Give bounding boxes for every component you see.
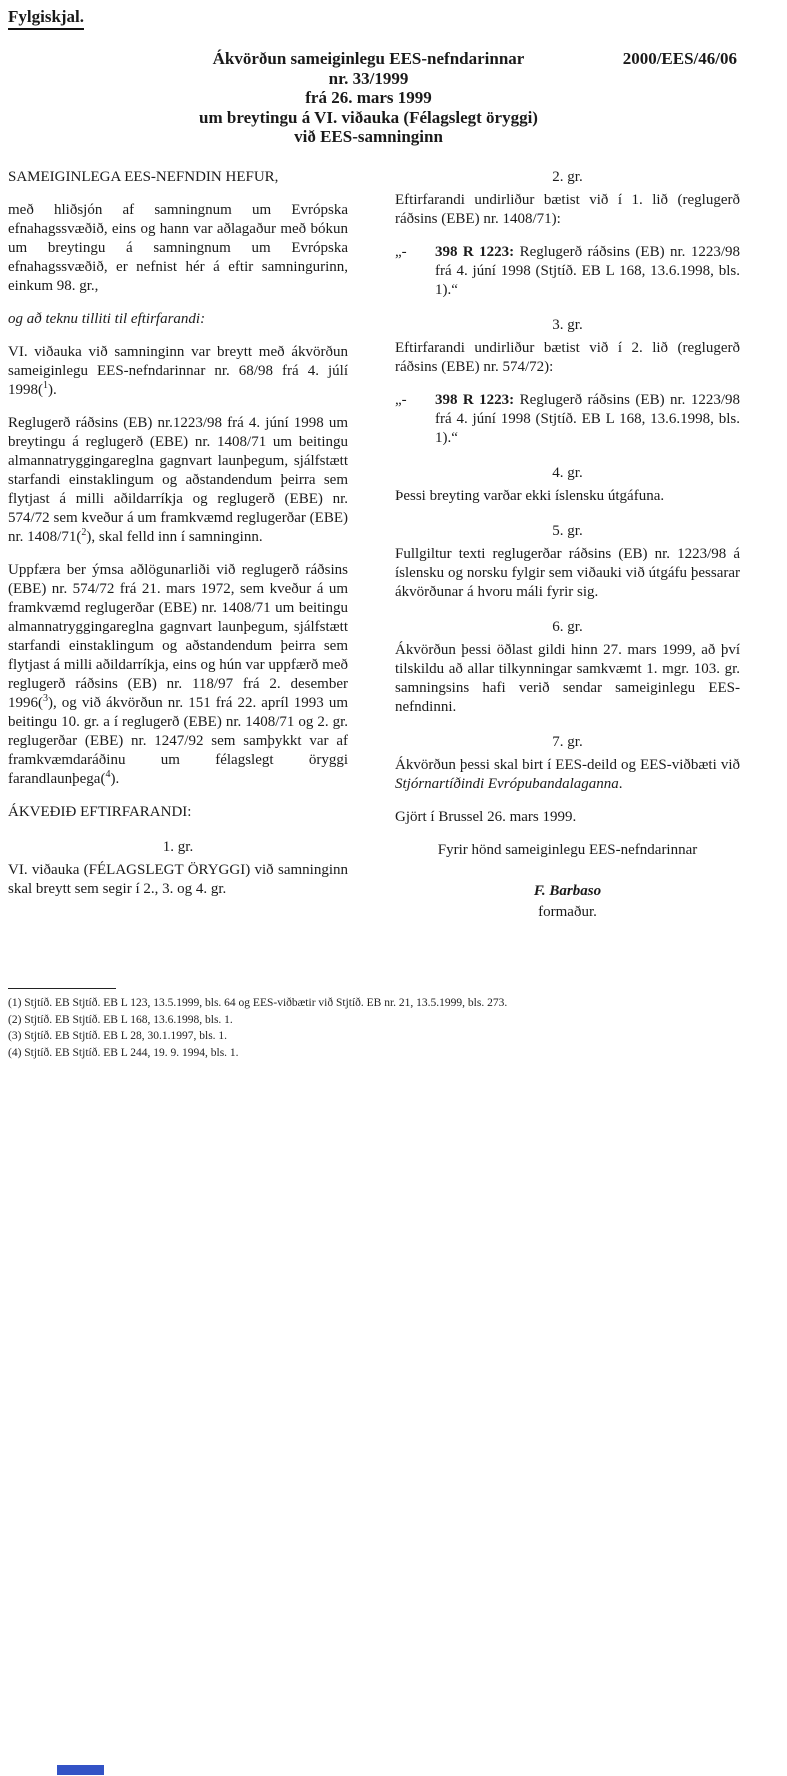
signature-on-behalf: Fyrir hönd sameiginlegu EES-nefndarinnar [437, 842, 698, 858]
footnote-1: (1) Stjtíð. EB Stjtíð. EB L 123, 13.5.1999, bls. 64 og EES-viðbætir við Stjtíð. EB nr. 21, 13.5.1999, bls. 273. [8, 997, 508, 1009]
recital-1-end: ). [48, 382, 57, 398]
footnote-divider [8, 988, 116, 989]
article-7-text-end: . [618, 776, 623, 792]
recitals-intro: og að teknu tilliti til eftirfarandi: [8, 311, 206, 327]
citation-paragraph: með hliðsjón af samningnum um Evrópska efnahagssvæðið, eins og hann var aðlagaður með bókun um breytingu á samningnum um Evrópska efnahagssvæðið, er nefnist hér á eftir samningurinn, einkum 98. gr., [8, 202, 348, 294]
article-2-inserted-item [395, 243, 740, 300]
recital-2 [8, 414, 348, 547]
document-number: 2000/EES/46/06 [622, 49, 737, 68]
left-column [8, 168, 348, 913]
footnotes-block [8, 988, 773, 1062]
article-2-heading: 2. gr. [552, 169, 583, 185]
place-date-line: Gjört í Brussel 26. mars 1999. [395, 809, 577, 825]
document-title-line3: frá 26. mars 1999 [305, 88, 432, 107]
attachment-label: Fylgiskjal. [8, 7, 84, 30]
article-3-item-body [435, 391, 740, 448]
footnote-ref-3: 3 [43, 693, 48, 704]
article-7-heading: 7. gr. [552, 734, 583, 750]
document-title-line1: Ákvörðun sameiginlegu EES-nefndarinnar [212, 49, 525, 68]
footnote-ref-4: 4 [105, 769, 111, 780]
recital-3-middle: ), og við ákvörðun nr. 151 frá 22. apríl 1993 um beitingu 10. gr. a í reglugerð (EBE) nr. 1408/71 og 2. gr. reglugerðar (EBE) nr. 1247/92 sem samþykkt var af framkvæmdaráðinu um félagslegt öryggi farandlaunþega( [8, 695, 348, 787]
quote-dash-marker: „- [395, 392, 407, 408]
article-3-heading: 3. gr. [552, 317, 583, 333]
document-title-line4: um breytingu á VI. viðauka (Félagslegt öryggi) [199, 107, 538, 127]
article-3-inserted-item [395, 391, 740, 448]
footnote-ref-2: 2 [81, 527, 87, 538]
regulation-reference: Reglugerð ráðsins (EB) nr. 1223/98 frá 4. júní 1998 (Stjtíð. EB L 168, 13.6.1998, bls. 1).“ [435, 392, 740, 446]
article-5-heading: 5. gr. [552, 523, 583, 539]
footnote-ref-1: 1 [43, 380, 48, 391]
page-marker [57, 1765, 104, 1775]
journal-title: Stjórnartíðindi Evrópubandalaganna [395, 776, 619, 792]
article-6-text: Ákvörðun þessi öðlast gildi hinn 27. mars 1999, að því tilskildu að allar tilkynningar samkvæmt 1. mgr. 103. gr. samningsins hafi verið sendar sameiginlegu EES-nefndinni. [395, 642, 740, 715]
article-2-intro: Eftirfarandi undirliður bætist við í 1. lið (reglugerð ráðsins (EBE) nr. 1408/71): [395, 192, 740, 227]
right-column [395, 168, 740, 936]
decision-statement: ÁKVEÐIÐ EFTIRFARANDI: [8, 804, 192, 820]
document-title-line5: við EES-samninginn [294, 127, 443, 146]
article-6-heading: 6. gr. [552, 619, 583, 635]
recital-2-end: ), skal felld inn í samninginn. [86, 529, 263, 545]
quote-dash-marker: „- [395, 244, 407, 260]
recital-3 [8, 561, 348, 789]
article-1-heading: 1. gr. [162, 839, 194, 855]
recital-3-text: Uppfæra ber ýmsa aðlögunarliði við reglugerð ráðsins (EBE) nr. 574/72 frá 21. mars 1972, sem kveður á um framkvæmd reglugerðar (EBE) nr. 1408/71 um beitingu almannatryggingareglna gagnvart launþegum, sjálfstætt starfandi einstaklingum og aðstandendum þeirra sem flytjast á milli aðildarríkja, eins og hún var uppfærð með reglugerð ráðsins (EB) nr. 118/97 frá 2. desember 1996( [8, 562, 348, 711]
regulation-code: 398 R 1223: [435, 392, 515, 408]
signer-title: formaður. [538, 904, 597, 920]
article-4-text: Þessi breyting varðar ekki íslensku útgáfuna. [395, 488, 665, 504]
footnote-3: (3) Stjtíð. EB Stjtíð. EB L 28, 30.1.1997, bls. 1. [8, 1030, 228, 1042]
article-4-heading: 4. gr. [552, 465, 583, 481]
recital-3-end: ). [110, 771, 120, 787]
footnote-2: (2) Stjtíð. EB Stjtíð. EB L 168, 13.6.1998, bls. 1. [8, 1013, 233, 1026]
document-title-line2: nr. 33/1999 [328, 68, 409, 88]
article-7-text [395, 756, 740, 794]
recital-2-text: Reglugerð ráðsins (EB) nr.1223/98 frá 4. júní 1998 um breytingu á reglugerð (EBE) nr. 1408/71 um beitingu almannatryggingareglna gagnvart launþegum, sjálfstætt starfandi einstaklingum og aðstandendum þeirra sem flytjast á milli aðildarríkja og reglugerð (EBE) nr. 574/72 sem kveður á um framkvæmd reglugerðar (EBE) nr. 1408/71( [8, 415, 348, 545]
recital-1 [8, 343, 348, 400]
opening-statement: SAMEIGINLEGA EES-NEFNDIN HEFUR, [8, 169, 279, 185]
article-5-text: Fullgiltur texti reglugerðar ráðsins (EB) nr. 1223/98 á íslensku og norsku fylgir sem viðauki við útgáfu þessarar ákvörðunar á hvoru máli fyrir sig. [395, 546, 740, 600]
signer-name: F. Barbaso [533, 883, 602, 899]
regulation-reference: Reglugerð ráðsins (EB) nr. 1223/98 frá 4. júní 1998 (Stjtíð. EB L 168, 13.6.1998, bls. 1).“ [435, 244, 740, 298]
regulation-code: 398 R 1223: [435, 244, 515, 260]
footnote-4: (4) Stjtíð. EB Stjtíð. EB L 244, 19. 9. 1994, bls. 1. [8, 1046, 239, 1059]
article-1-text: VI. viðauka (FÉLAGSLEGT ÖRYGGI) við samninginn skal breytt sem segir í 2., 3. og 4. gr. [8, 862, 348, 897]
article-3-intro: Eftirfarandi undirliður bætist við í 2. lið (reglugerð ráðsins (EBE) nr. 574/72): [395, 340, 740, 375]
document-header [0, 49, 737, 147]
article-7-text-start: Ákvörðun þessi skal birt í EES-deild og EES-viðbæti við [395, 757, 740, 773]
article-2-item-body [435, 243, 740, 300]
recital-1-text: VI. viðauka við samninginn var breytt með ákvörðun sameiginlegu EES-nefndarinnar nr. 68/98 frá 4. júlí 1998( [8, 344, 348, 398]
